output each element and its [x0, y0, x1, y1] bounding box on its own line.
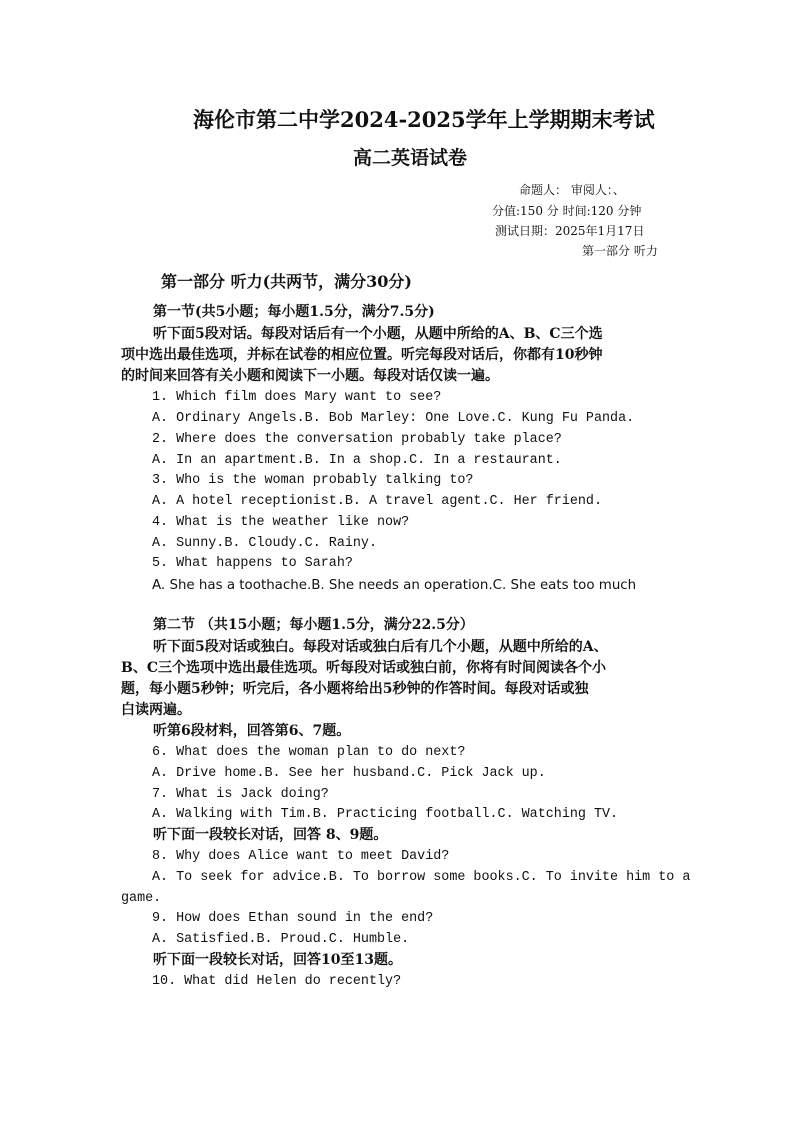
section1-instruction-line: 的时间来回答有关小题和阅读下一小题。每段对话仅读一遍。: [121, 368, 499, 384]
dialogue-10-13-note: 听下面一段较长对话，回答10至13题。: [153, 952, 402, 968]
exam-subtitle: 高二英语试卷: [353, 147, 468, 169]
section1-instruction-line: 听下面5段对话。每段对话后有一个小题，从题中所给的A、B、C三个选: [153, 326, 603, 342]
options-3: A. A hotel receptionist.B. A travel agent.C. Her friend.: [152, 494, 602, 509]
section1-title: 第一节(共5小题；每小题1.5分，满分7.5分): [153, 304, 435, 320]
material-6-note: 听第6段材料，回答第6、7题。: [153, 723, 351, 739]
question-5: 5. What happens to Sarah?: [152, 556, 353, 571]
question-3: 3. Who is the woman probably talking to?: [152, 473, 474, 488]
options-6: A. Drive home.B. See her husband.C. Pick Jack up.: [152, 766, 546, 781]
question-2: 2. Where does the conversation probably take place?: [152, 432, 562, 447]
options-4: A. Sunny.B. Cloudy.C. Rainy.: [152, 536, 377, 551]
part1-title: 第一部分 听力(共两节，满分30分): [161, 272, 412, 291]
options-8-continued: game.: [121, 891, 162, 906]
question-4: 4. What is the weather like now?: [152, 515, 410, 530]
section2-instruction-line: 白读两遍。: [121, 702, 191, 718]
options-1: A. Ordinary Angels.B. Bob Marley: One Love.C. Kung Fu Panda.: [152, 411, 635, 426]
meta-part-tag: 第一部分 听力: [582, 244, 658, 258]
exam-title: 海伦市第二中学2024-2025学年上学期期末考试: [193, 107, 655, 132]
question-6: 6. What does the woman plan to do next?: [152, 745, 466, 760]
question-7: 7. What is Jack doing?: [152, 787, 329, 802]
section2-instruction-line: 听下面5段对话或独白。每段对话或独白后有几个小题，从题中所给的A、: [153, 639, 608, 655]
meta-authors: 命题人： 审阅人：、: [519, 183, 625, 197]
question-1: 1. Which film does Mary want to see?: [152, 390, 442, 405]
section2-instruction-line: B、C三个选项中选出最佳选项。听每段对话或独白前，你将有时间阅读各个小: [121, 660, 606, 676]
options-5: A. She has a toothache.B. She needs an operation.C. She eats too much: [152, 578, 637, 593]
section2-instruction-line: 题，每小题5秒钟；听完后，各小题将给出5秒钟的作答时间。每段对话或独: [121, 681, 589, 697]
options-8: A. To seek for advice.B. To borrow some books.C. To invite him to a: [152, 870, 691, 885]
dialogue-8-9-note: 听下面一段较长对话，回答 8、9题。: [153, 827, 388, 843]
options-7: A. Walking with Tim.B. Practicing football.C. Watching TV.: [152, 807, 619, 822]
options-9: A. Satisfied.B. Proud.C. Humble.: [152, 932, 410, 947]
options-2: A. In an apartment.B. In a shop.C. In a restaurant.: [152, 453, 562, 468]
meta-score-time: 分值:150 分 时间:120 分钟: [492, 204, 642, 218]
section1-instruction-line: 项中选出最佳选项，并标在试卷的相应位置。听完每段对话后，你都有10秒钟: [121, 347, 603, 363]
section2-title: 第二节 （共15小题；每小题1.5分，满分22.5分）: [153, 617, 474, 633]
question-10: 10. What did Helen do recently?: [152, 974, 402, 989]
question-8: 8. Why does Alice want to meet David?: [152, 849, 450, 864]
question-9: 9. How does Ethan sound in the end?: [152, 911, 434, 926]
meta-date: 测试日期：2025年1月17日: [495, 224, 645, 238]
